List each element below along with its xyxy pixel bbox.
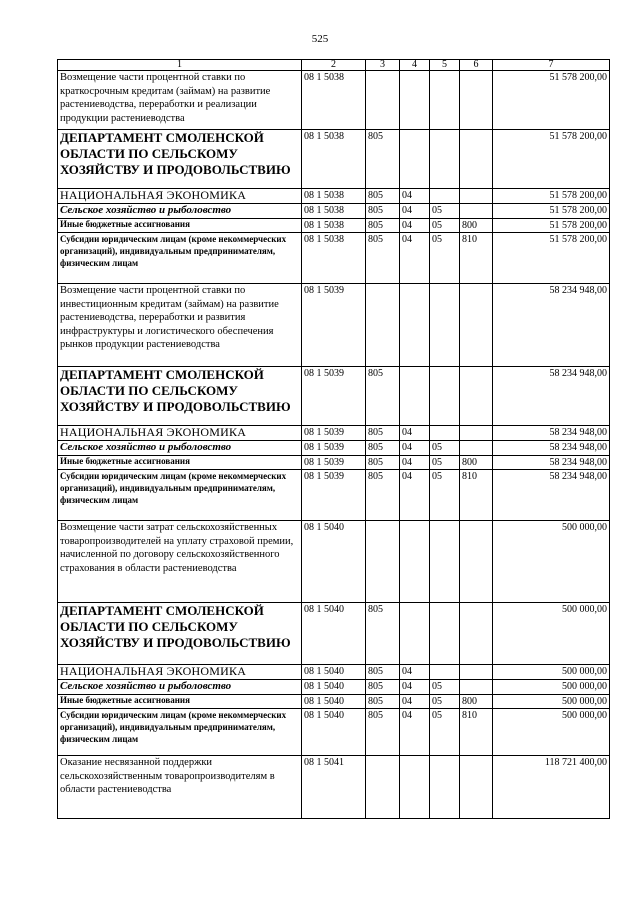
header-col-3: 3 xyxy=(366,60,400,71)
row-subsection-code xyxy=(430,665,460,680)
row-expense-type-code xyxy=(460,521,493,603)
row-subsection-code xyxy=(430,284,460,367)
header-col-2: 2 xyxy=(302,60,366,71)
row-name: Иные бюджетные ассигнования xyxy=(58,219,302,233)
row-ministry-code: 805 xyxy=(366,695,400,709)
row-expense-type-code xyxy=(460,426,493,441)
row-subsection-code xyxy=(430,603,460,665)
row-target-code: 08 1 5041 xyxy=(302,756,366,819)
row-target-code: 08 1 5039 xyxy=(302,426,366,441)
row-subsection-code: 05 xyxy=(430,470,460,521)
row-name: ДЕПАРТАМЕНТ СМОЛЕНСКОЙ ОБЛАСТИ ПО СЕЛЬСКОМУ ХОЗЯЙСТВУ И ПРОДОВОЛЬСТВИЮ xyxy=(58,603,302,665)
row-ministry-code xyxy=(366,756,400,819)
row-ministry-code: 805 xyxy=(366,204,400,219)
table-row xyxy=(58,456,610,470)
row-ministry-code: 805 xyxy=(366,426,400,441)
table-row xyxy=(58,680,610,695)
table-row xyxy=(58,367,610,426)
row-section-code xyxy=(400,367,430,426)
row-expense-type-code xyxy=(460,189,493,204)
row-subsection-code xyxy=(430,130,460,189)
row-ministry-code: 805 xyxy=(366,367,400,426)
row-amount: 500 000,00 xyxy=(493,665,610,680)
row-amount: 500 000,00 xyxy=(493,680,610,695)
row-ministry-code: 805 xyxy=(366,130,400,189)
row-subsection-code: 05 xyxy=(430,204,460,219)
row-name: Сельское хозяйство и рыболовство xyxy=(58,441,302,456)
row-section-code xyxy=(400,130,430,189)
row-expense-type-code xyxy=(460,441,493,456)
row-section-code: 04 xyxy=(400,441,430,456)
row-section-code: 04 xyxy=(400,426,430,441)
row-amount: 51 578 200,00 xyxy=(493,71,610,130)
row-subsection-code: 05 xyxy=(430,456,460,470)
row-amount: 500 000,00 xyxy=(493,521,610,603)
row-target-code: 08 1 5039 xyxy=(302,441,366,456)
table-row xyxy=(58,426,610,441)
row-ministry-code: 805 xyxy=(366,709,400,756)
row-subsection-code: 05 xyxy=(430,233,460,284)
row-ministry-code xyxy=(366,284,400,367)
page-number: 525 xyxy=(311,33,329,45)
row-ministry-code: 805 xyxy=(366,665,400,680)
row-ministry-code xyxy=(366,521,400,603)
table-row xyxy=(58,756,610,819)
row-subsection-code: 05 xyxy=(430,219,460,233)
row-target-code: 08 1 5040 xyxy=(302,665,366,680)
table-row xyxy=(58,204,610,219)
row-subsection-code: 05 xyxy=(430,709,460,756)
row-subsection-code xyxy=(430,71,460,130)
row-section-code xyxy=(400,756,430,819)
row-subsection-code xyxy=(430,367,460,426)
row-expense-type-code: 810 xyxy=(460,470,493,521)
table-body xyxy=(58,71,610,819)
row-target-code: 08 1 5039 xyxy=(302,284,366,367)
row-expense-type-code: 800 xyxy=(460,219,493,233)
row-ministry-code: 805 xyxy=(366,233,400,284)
row-target-code: 08 1 5040 xyxy=(302,603,366,665)
row-subsection-code: 05 xyxy=(430,680,460,695)
row-amount: 51 578 200,00 xyxy=(493,233,610,284)
header-col-7: 7 xyxy=(493,60,610,71)
row-amount: 58 234 948,00 xyxy=(493,470,610,521)
row-amount: 51 578 200,00 xyxy=(493,204,610,219)
row-amount: 58 234 948,00 xyxy=(493,441,610,456)
row-name: Субсидии юридическим лицам (кроме некоммерческих организаций), индивидуальным предпринимателям, физическим лицам xyxy=(58,233,302,284)
row-ministry-code: 805 xyxy=(366,603,400,665)
row-section-code: 04 xyxy=(400,456,430,470)
row-amount: 58 234 948,00 xyxy=(493,456,610,470)
row-section-code xyxy=(400,71,430,130)
table-row xyxy=(58,284,610,367)
row-target-code: 08 1 5039 xyxy=(302,367,366,426)
table-row xyxy=(58,441,610,456)
header-col-1: 1 xyxy=(58,60,302,71)
row-amount: 51 578 200,00 xyxy=(493,130,610,189)
row-name: НАЦИОНАЛЬНАЯ ЭКОНОМИКА xyxy=(58,665,302,680)
row-target-code: 08 1 5040 xyxy=(302,680,366,695)
row-amount: 58 234 948,00 xyxy=(493,284,610,367)
row-name: ДЕПАРТАМЕНТ СМОЛЕНСКОЙ ОБЛАСТИ ПО СЕЛЬСКОМУ ХОЗЯЙСТВУ И ПРОДОВОЛЬСТВИЮ xyxy=(58,130,302,189)
row-ministry-code: 805 xyxy=(366,189,400,204)
row-amount: 500 000,00 xyxy=(493,603,610,665)
row-expense-type-code: 800 xyxy=(460,456,493,470)
table-row xyxy=(58,219,610,233)
row-expense-type-code xyxy=(460,756,493,819)
header-col-5: 5 xyxy=(430,60,460,71)
row-section-code xyxy=(400,284,430,367)
row-expense-type-code xyxy=(460,367,493,426)
table-row xyxy=(58,189,610,204)
row-name: НАЦИОНАЛЬНАЯ ЭКОНОМИКА xyxy=(58,426,302,441)
row-ministry-code: 805 xyxy=(366,470,400,521)
row-expense-type-code xyxy=(460,603,493,665)
row-section-code: 04 xyxy=(400,665,430,680)
row-subsection-code: 05 xyxy=(430,695,460,709)
row-section-code xyxy=(400,521,430,603)
row-name: Возмещение части процентной ставки по краткосрочным кредитам (займам) на развитие растениеводства, переработки и реализации продукции растениеводства xyxy=(58,71,302,130)
header-col-4: 4 xyxy=(400,60,430,71)
header-col-6: 6 xyxy=(460,60,493,71)
row-target-code: 08 1 5038 xyxy=(302,71,366,130)
row-target-code: 08 1 5038 xyxy=(302,219,366,233)
table-row xyxy=(58,603,610,665)
row-target-code: 08 1 5038 xyxy=(302,233,366,284)
row-subsection-code xyxy=(430,756,460,819)
row-name: НАЦИОНАЛЬНАЯ ЭКОНОМИКА xyxy=(58,189,302,204)
row-target-code: 08 1 5038 xyxy=(302,189,366,204)
row-name: Иные бюджетные ассигнования xyxy=(58,695,302,709)
row-target-code: 08 1 5040 xyxy=(302,709,366,756)
row-expense-type-code: 810 xyxy=(460,709,493,756)
row-section-code: 04 xyxy=(400,189,430,204)
row-section-code: 04 xyxy=(400,233,430,284)
row-name: Оказание несвязанной поддержки сельскохозяйственным товаропроизводителям в области растениеводства xyxy=(58,756,302,819)
header-row xyxy=(58,60,610,71)
table-row xyxy=(58,470,610,521)
row-ministry-code: 805 xyxy=(366,441,400,456)
row-name: Сельское хозяйство и рыболовство xyxy=(58,680,302,695)
row-section-code: 04 xyxy=(400,204,430,219)
row-name: Иные бюджетные ассигнования xyxy=(58,456,302,470)
row-section-code: 04 xyxy=(400,709,430,756)
budget-table xyxy=(57,59,610,819)
table-row xyxy=(58,709,610,756)
row-ministry-code: 805 xyxy=(366,219,400,233)
row-subsection-code: 05 xyxy=(430,441,460,456)
row-section-code: 04 xyxy=(400,680,430,695)
row-expense-type-code: 810 xyxy=(460,233,493,284)
row-subsection-code xyxy=(430,189,460,204)
row-amount: 500 000,00 xyxy=(493,695,610,709)
row-expense-type-code xyxy=(460,71,493,130)
row-subsection-code xyxy=(430,426,460,441)
row-section-code: 04 xyxy=(400,470,430,521)
row-target-code: 08 1 5039 xyxy=(302,470,366,521)
row-name: Субсидии юридическим лицам (кроме некоммерческих организаций), индивидуальным предпринимателям, физическим лицам xyxy=(58,470,302,521)
row-amount: 500 000,00 xyxy=(493,709,610,756)
table-row xyxy=(58,130,610,189)
row-target-code: 08 1 5040 xyxy=(302,695,366,709)
row-amount: 118 721 400,00 xyxy=(493,756,610,819)
row-expense-type-code xyxy=(460,665,493,680)
row-expense-type-code xyxy=(460,680,493,695)
row-target-code: 08 1 5038 xyxy=(302,130,366,189)
row-amount: 58 234 948,00 xyxy=(493,367,610,426)
row-expense-type-code xyxy=(460,284,493,367)
row-expense-type-code: 800 xyxy=(460,695,493,709)
table-row xyxy=(58,521,610,603)
table-row xyxy=(58,233,610,284)
row-expense-type-code xyxy=(460,204,493,219)
row-section-code: 04 xyxy=(400,219,430,233)
row-amount: 51 578 200,00 xyxy=(493,189,610,204)
row-name: Сельское хозяйство и рыболовство xyxy=(58,204,302,219)
row-subsection-code xyxy=(430,521,460,603)
table-row xyxy=(58,71,610,130)
row-target-code: 08 1 5040 xyxy=(302,521,366,603)
row-ministry-code: 805 xyxy=(366,456,400,470)
row-name: ДЕПАРТАМЕНТ СМОЛЕНСКОЙ ОБЛАСТИ ПО СЕЛЬСКОМУ ХОЗЯЙСТВУ И ПРОДОВОЛЬСТВИЮ xyxy=(58,367,302,426)
table-row xyxy=(58,665,610,680)
row-amount: 51 578 200,00 xyxy=(493,219,610,233)
row-ministry-code: 805 xyxy=(366,680,400,695)
row-name: Субсидии юридическим лицам (кроме некоммерческих организаций), индивидуальным предпринимателям, физическим лицам xyxy=(58,709,302,756)
row-ministry-code xyxy=(366,71,400,130)
row-expense-type-code xyxy=(460,130,493,189)
row-name: Возмещение части процентной ставки по инвестиционным кредитам (займам) на развитие растениеводства, переработки и развития инфраструктуры и логистического обеспечения рынков продукции растениеводства xyxy=(58,284,302,367)
table-row xyxy=(58,695,610,709)
row-name: Возмещение части затрат сельскохозяйственных товаропроизводителей на уплату страховой премии, начисленной по договору сельскохозяйственного страхования в области растениеводства xyxy=(58,521,302,603)
row-section-code: 04 xyxy=(400,695,430,709)
row-section-code xyxy=(400,603,430,665)
row-target-code: 08 1 5039 xyxy=(302,456,366,470)
row-target-code: 08 1 5038 xyxy=(302,204,366,219)
row-amount: 58 234 948,00 xyxy=(493,426,610,441)
